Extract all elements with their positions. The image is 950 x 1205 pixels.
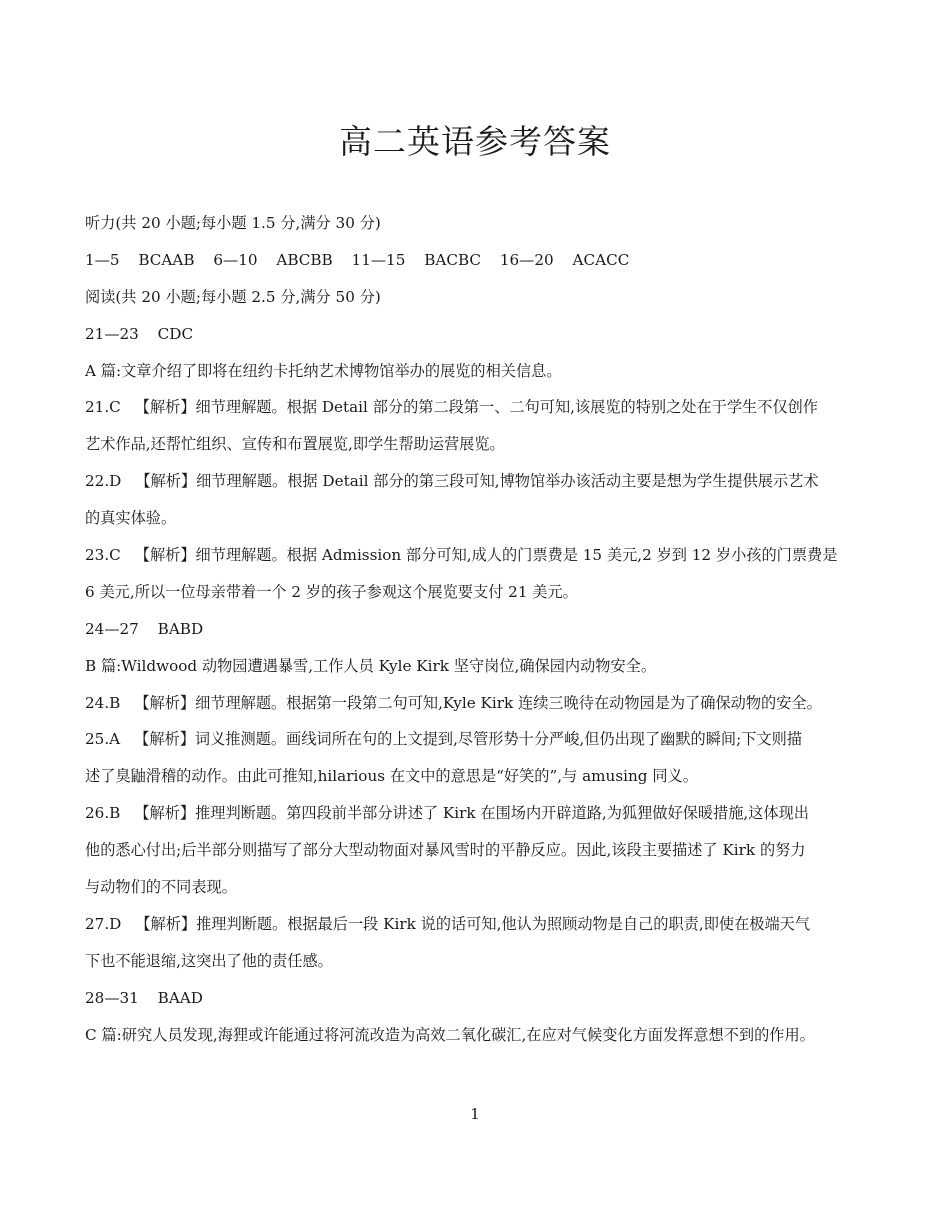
passage-b-answer-key (85, 611, 875, 648)
item-27-number: 27.D (85, 914, 122, 933)
item-26-tag: 【解析】 (134, 804, 196, 823)
item-23-number: 23.C (85, 546, 121, 565)
listening-range-1: 1—5 (85, 250, 120, 269)
listening-answers-4: ACACC (572, 250, 630, 269)
item-21-tag: 【解析】 (134, 398, 196, 417)
passage-b-summary: B 篇:Wildwood 动物园遭遇暴雪,工作人员 Kyle Kirk 坚守岗位,确保园内动物安全。 (85, 656, 657, 675)
item-26-text-2: 他的悉心付出;后半部分则描写了部分大型动物面对暴风雪时的平静反应。因此,该段主要描述了 Kirk 的努力 (85, 841, 806, 860)
item-22-number: 22.D (85, 472, 122, 491)
item-27-text-2: 下也不能退缩,这突出了他的责任感。 (85, 951, 333, 970)
passage-a-summary: A 篇:文章介绍了即将在纽约卡托纳艺术博物馆举办的展览的相关信息。 (85, 361, 562, 380)
item-25-tag: 【解析】 (134, 730, 195, 749)
listening-range-4: 16—20 (499, 250, 554, 269)
item-27-text-1: 推理判断题。根据最后一段 Kirk 说的话可知,他认为照顾动物是自己的职责,即使在极端天气 (196, 914, 811, 933)
answer-content (85, 205, 875, 1053)
item-23-line-1 (85, 537, 875, 574)
passage-c-answers: BAAD (157, 988, 203, 1007)
passage-b-answers: BABD (157, 619, 204, 638)
passage-c-range: 28—31 (85, 988, 139, 1007)
item-21-text-2: 艺术作品,还帮忙组织、宣传和布置展览,即学生帮助运营展览。 (85, 435, 505, 454)
item-22-text-1: 细节理解题。根据 Detail 部分的第三段可知,博物馆举办该活动主要是想为学生提供展示艺术 (196, 472, 819, 491)
item-22-text-2: 的真实体验。 (85, 509, 177, 528)
item-26-line-1 (85, 795, 875, 832)
listening-answers-1: BCAAB (138, 250, 195, 269)
document-title: 高二英语参考答案 (339, 122, 611, 161)
item-21-number: 21.C (85, 398, 121, 417)
item-26-text-1: 推理判断题。第四段前半部分讲述了 Kirk 在围场内开辟道路,为狐狸做好保暖措施,这体现出 (195, 804, 809, 823)
item-25-line-1 (85, 721, 875, 758)
item-25-text-2: 述了臭鼬滑稽的动作。由此可推知,hilarious 在文中的意思是“好笑的”,与 amusing 同义。 (85, 767, 698, 786)
passage-c-summary: C 篇:研究人员发现,海狸或许能通过将河流改造为高效二氧化碳汇,在应对气候变化方面发挥意想不到的作用。 (85, 1025, 815, 1044)
page-number: 1 (470, 1105, 480, 1123)
listening-answers-2: ABCBB (276, 250, 333, 269)
item-21-line-1 (85, 389, 875, 426)
item-23-text-2: 6 美元,所以一位母亲带着一个 2 岁的孩子参观这个展览要支付 21 美元。 (85, 582, 578, 601)
item-22-tag: 【解析】 (135, 472, 197, 491)
item-25-text-1: 词义推测题。画线词所在句的上文提到,尽管形势十分严峻,但仍出现了幽默的瞬间;下文则描 (194, 730, 802, 749)
passage-b-range: 24—27 (85, 619, 139, 638)
passage-a-answer-key (85, 316, 875, 353)
item-24-text-1: 细节理解题。根据第一段第二句可知,Kyle Kirk 连续三晚待在动物园是为了确保动物的安全。 (195, 693, 822, 712)
item-24-line-1 (85, 685, 875, 722)
listening-header: 听力(共 20 小题;每小题 1.5 分,满分 30 分) (85, 214, 381, 232)
listening-answers-3: BACBC (424, 250, 482, 269)
reading-header: 阅读(共 20 小题;每小题 2.5 分,满分 50 分) (85, 287, 381, 306)
item-23-tag: 【解析】 (134, 546, 196, 565)
item-26-text-3: 与动物们的不同表现。 (85, 878, 237, 897)
item-24-number: 24.B (85, 693, 121, 712)
item-23-text-1: 细节理解题。根据 Admission 部分可知,成人的门票费是 15 美元,2 岁到 12 岁小孩的门票费是 (195, 546, 838, 565)
listening-answers (85, 242, 875, 279)
item-21-text-1: 细节理解题。根据 Detail 部分的第二段第一、二句可知,该展览的特别之处在于学生不仅创作 (195, 398, 818, 417)
item-22-line-1 (85, 463, 875, 500)
passage-a-answers: CDC (157, 324, 194, 343)
item-27-line-1 (85, 906, 875, 943)
item-26-number: 26.B (85, 804, 121, 823)
listening-range-2: 6—10 (213, 250, 258, 269)
listening-range-3: 11—15 (351, 250, 406, 269)
passage-c-answer-key (85, 980, 875, 1017)
item-25-number: 25.A (85, 730, 121, 749)
passage-a-range: 21—23 (85, 324, 139, 343)
item-24-tag: 【解析】 (134, 693, 196, 712)
item-27-tag: 【解析】 (135, 914, 197, 933)
